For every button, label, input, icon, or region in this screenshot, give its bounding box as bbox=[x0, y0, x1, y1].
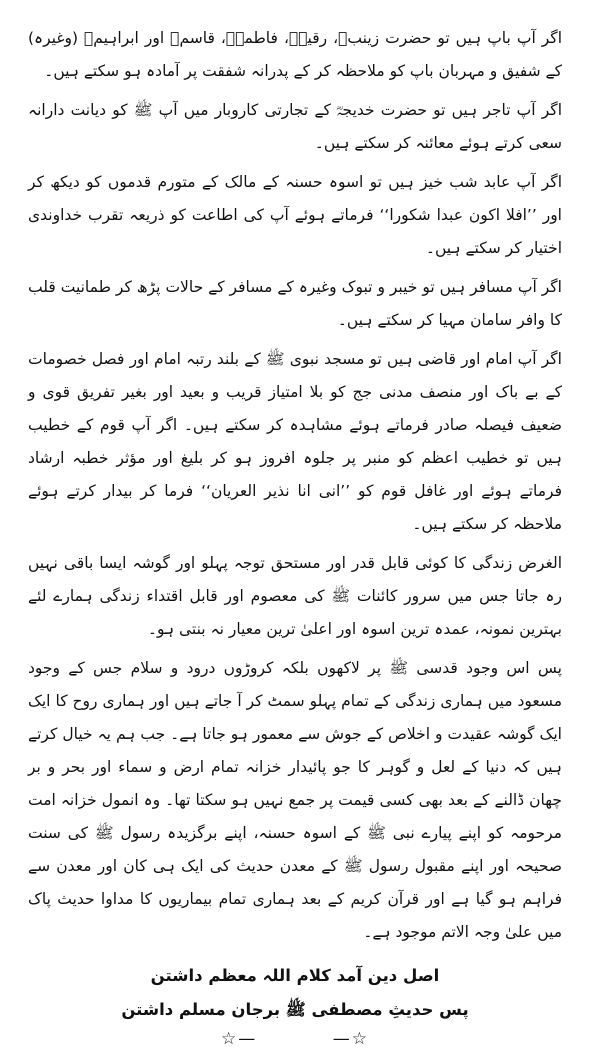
paragraph-imam-judge: اگر آپ امام اور قاضی ہیں تو مسجد نبوی ﷺ کے بلند رتبہ امام اور فصل خصومات کے بے باک اور منصف مدنی جج کو بلا امتیاز قریب و بعید اور بغیر تفریق قوی و ضعیف فیصلہ صادر فرماتے ہوئے مشاہدہ کر سکتے ہیں۔ اگر آپ قوم کے خطیب ہیں تو خطیب اعظم کو منبر پر جلوہ افروز ہو کر بلیغ اور مؤثر خطبہ ارشاد فرماتے ہوئے اور غافل قوم کو ’’انی انا نذیر العریان‘‘ فرما کر بیدار کرتے ہوئے ملاحظہ کر سکتے ہیں۔ bbox=[28, 350, 562, 533]
paragraph-traveler: اگر آپ مسافر ہیں تو خیبر و تبوک وغیرہ کے مسافر کے حالات پڑھ کر طمانیت قلب کا وافر سامان مہیا کر سکتے ہیں۔ bbox=[28, 278, 562, 329]
paragraph-worshipper: اگر آپ عابد شب خیز ہیں تو اسوہ حسنہ کے مالک کے متورم قدموں کو دیکھ کر اور ’’افلا اکون عبدا شکورا‘‘ فرماتے ہوئے آپ کی اطاعت کو ذریعہ تقرب خداوندی اختیار کر سکتے ہیں۔ bbox=[28, 173, 562, 257]
star-ornament-left: ☆— bbox=[221, 1029, 258, 1049]
paragraph-summary: الغرض زندگی کا کوئی قابل قدر اور مستحق توجہ پہلو اور گوشہ ایسا باقی نہیں رہ جاتا جس میں سرور کائنات ﷺ کی معصوم اور قابل اقتداء زندگی ہمارے لئے بہترین نمونہ، عمدہ ترین اسوہ اور اعلیٰ ترین معیار نہ بنتی ہو۔ bbox=[28, 554, 562, 638]
paragraph-trader: اگر آپ تاجر ہیں تو حضرت خدیجہؓ کے تجارتی کاروبار میں آپ ﷺ کو دیانت دارانہ سعی کرتے ہوئے معائنہ کر سکتے ہیں۔ bbox=[28, 101, 562, 152]
verse-line-2: پس حدیثِ مصطفی ﷺ برجان مسلم داشتن bbox=[121, 1000, 469, 1019]
verse-line-1: اصل دین آمد کلام اللہ معظم داشتن bbox=[150, 966, 440, 985]
star-ornament bbox=[28, 1029, 562, 1049]
star-ornament-right: —☆ bbox=[332, 1029, 369, 1049]
paragraph-father: اگر آپ باپ ہیں تو حضرت زینبؓ، رقیہؓ، فاطمہؓ، قاسمؓ اور ابراہیمؓ (وغیرہ) کے شفیق و مہربان باپ کو ملاحظہ کر کے پدرانہ شفقت پر آمادہ ہو سکتے ہیں۔ bbox=[28, 29, 562, 80]
paragraph-salutation: پس اس وجود قدسی ﷺ پر لاکھوں بلکہ کروڑوں درود و سلام جس کے وجود مسعود میں ہماری زندگی کے تمام پہلو سمٹ کر آ جاتے ہیں اور ہماری روح کا ایک ایک گوشہ عقیدت و اخلاص کے جوش سے معمور ہو جاتا ہے۔ جب ہم یہ خیال کرتے ہیں کہ دنیا کے لعل و گوہر کا جو پائیدار خزانہ تمام ارض و سماء اور بحر و بر چھان ڈالنے کے بعد بھی کسی قیمت پر جمع نہیں ہو سکتا تھا۔ وہ انمول خزانہ امت مرحومہ کو اپنے پیارے نبی ﷺ کے اسوہ حسنہ، اپنے برگزیدہ رسول ﷺ کی سنت صحیحہ اور اپنے مقبول رسول ﷺ کے معدن حدیث کی ایک ہی کان اور معدن سے فراہم ہو گیا ہے اور قرآن کریم کے بعد ہماری تمام بیماریوں کا مداوا حدیث پاک میں علیٰ وجہ الاتم موجود ہے۔ bbox=[28, 659, 562, 941]
